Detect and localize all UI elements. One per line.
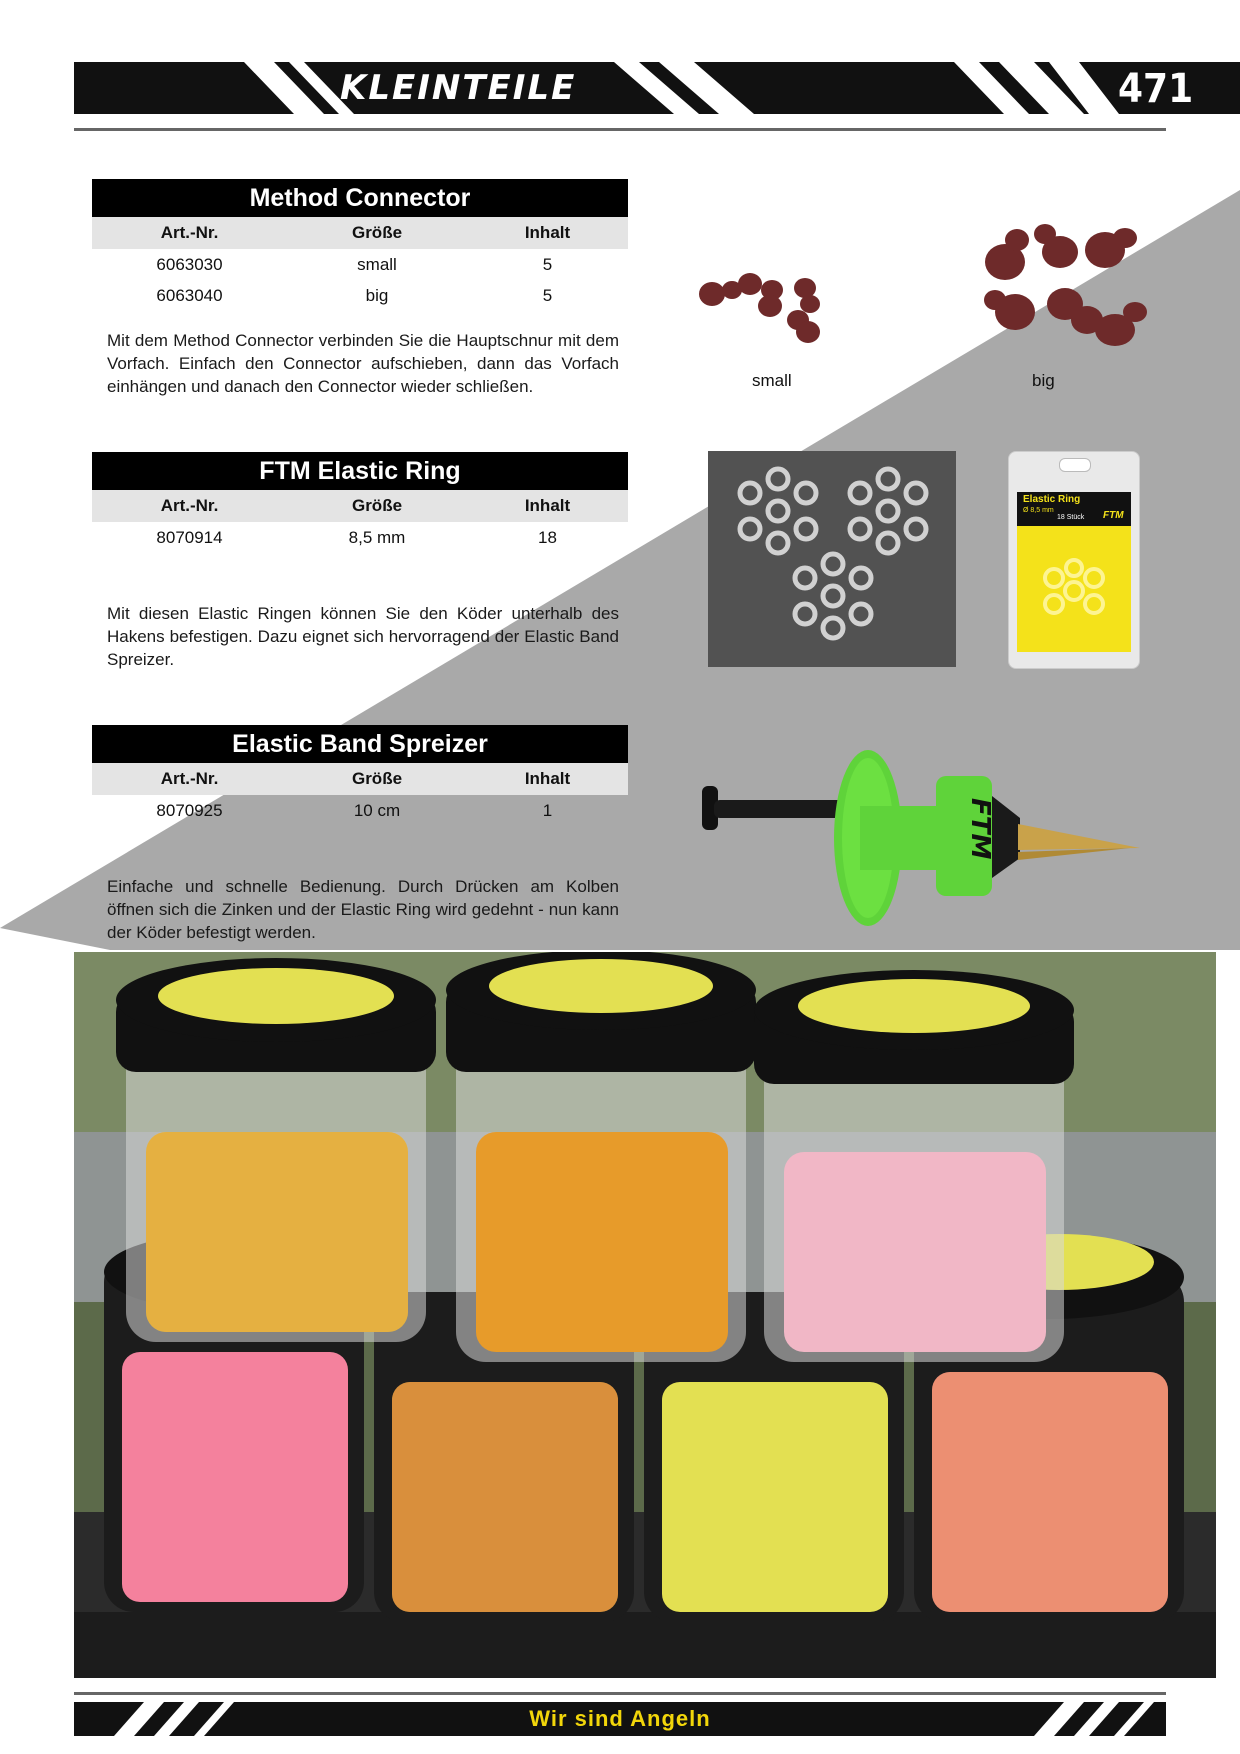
elastic-ring-package bbox=[1008, 451, 1140, 669]
table-header-row bbox=[92, 217, 628, 249]
bait-jars-photo bbox=[74, 952, 1216, 1678]
header-band bbox=[74, 62, 1240, 114]
table-header-row bbox=[92, 490, 628, 522]
column-header: Größe bbox=[351, 769, 403, 788]
spreizer-brand: FTM bbox=[965, 798, 995, 860]
table-cell: 8070914 bbox=[156, 528, 223, 547]
table-cell: 1 bbox=[542, 801, 553, 820]
table-row bbox=[92, 795, 628, 826]
table-cell: 6063040 bbox=[156, 286, 223, 305]
header-rule bbox=[74, 128, 1166, 131]
footer-slogan: Wir sind Angeln bbox=[529, 1706, 711, 1731]
column-header: Art.-Nr. bbox=[160, 223, 219, 242]
table-cell: 8070925 bbox=[156, 801, 223, 820]
method-connector-small-image bbox=[690, 258, 910, 358]
column-header: Art.-Nr. bbox=[160, 496, 219, 515]
package-rings bbox=[1029, 556, 1119, 626]
table-cell: 6063030 bbox=[156, 255, 223, 274]
table-cell: big bbox=[365, 286, 389, 305]
package-count: 18 Stück bbox=[1057, 514, 1085, 521]
table-row bbox=[92, 280, 628, 311]
column-header: Art.-Nr. bbox=[160, 769, 219, 788]
package-label: Elastic Ring bbox=[1023, 494, 1081, 505]
header-stripes bbox=[74, 62, 1240, 114]
table-header-row bbox=[92, 763, 628, 795]
table-cell: 8,5 mm bbox=[348, 528, 406, 547]
column-header: Inhalt bbox=[524, 496, 571, 515]
column-header: Größe bbox=[351, 223, 403, 242]
footer-rule bbox=[74, 1692, 1166, 1695]
column-header: Größe bbox=[351, 496, 403, 515]
package-size: Ø 8,5 mm bbox=[1023, 507, 1054, 514]
product-table-elastic-band-spreizer bbox=[92, 725, 628, 826]
table-cell: 5 bbox=[542, 286, 553, 305]
package-hanger bbox=[1059, 458, 1091, 472]
package-label-band bbox=[1017, 492, 1131, 526]
product-description: Mit diesen Elastic Ringen können Sie den Köder unterhalb des Hakens befestigen. Dazu eignet sich hervorragend der Elastic Band Spreizer. bbox=[107, 604, 619, 669]
product-title: FTM Elastic Ring bbox=[92, 452, 628, 490]
product-description: Einfache und schnelle Bedienung. Durch Drücken am Kolben öffnen sich die Zinken und der Elastic Ring wird gedehnt - nun kann der Köder befestigt werden. bbox=[107, 877, 619, 942]
product-table-elastic-ring bbox=[92, 452, 628, 553]
table-cell: 10 cm bbox=[353, 801, 401, 820]
package-card bbox=[1017, 492, 1131, 652]
elastic-band-spreizer-image bbox=[700, 738, 1150, 928]
column-header: Inhalt bbox=[524, 769, 571, 788]
caption-big: big bbox=[1032, 371, 1055, 390]
table-cell: 18 bbox=[538, 528, 557, 547]
page-number: 471 bbox=[1118, 66, 1194, 112]
caption-small: small bbox=[752, 371, 792, 390]
table-cell: 5 bbox=[542, 255, 553, 274]
elastic-ring-photo bbox=[708, 451, 956, 667]
package-brand: FTM bbox=[1103, 510, 1124, 521]
page-title: KLEINTEILE bbox=[340, 68, 577, 108]
product-table-method-connector bbox=[92, 179, 628, 311]
table-cell: small bbox=[357, 255, 397, 274]
product-title: Method Connector bbox=[92, 179, 628, 217]
table-row bbox=[92, 522, 628, 553]
method-connector-big-image bbox=[975, 222, 1155, 362]
product-description: Mit dem Method Connector verbinden Sie die Hauptschnur mit dem Vorfach. Einfach den Connector aufschieben, dann das Vorfach einhängen und danach den Connector wieder schließen. bbox=[107, 331, 619, 396]
table-row bbox=[92, 249, 628, 280]
product-title: Elastic Band Spreizer bbox=[92, 725, 628, 763]
column-header: Inhalt bbox=[524, 223, 571, 242]
